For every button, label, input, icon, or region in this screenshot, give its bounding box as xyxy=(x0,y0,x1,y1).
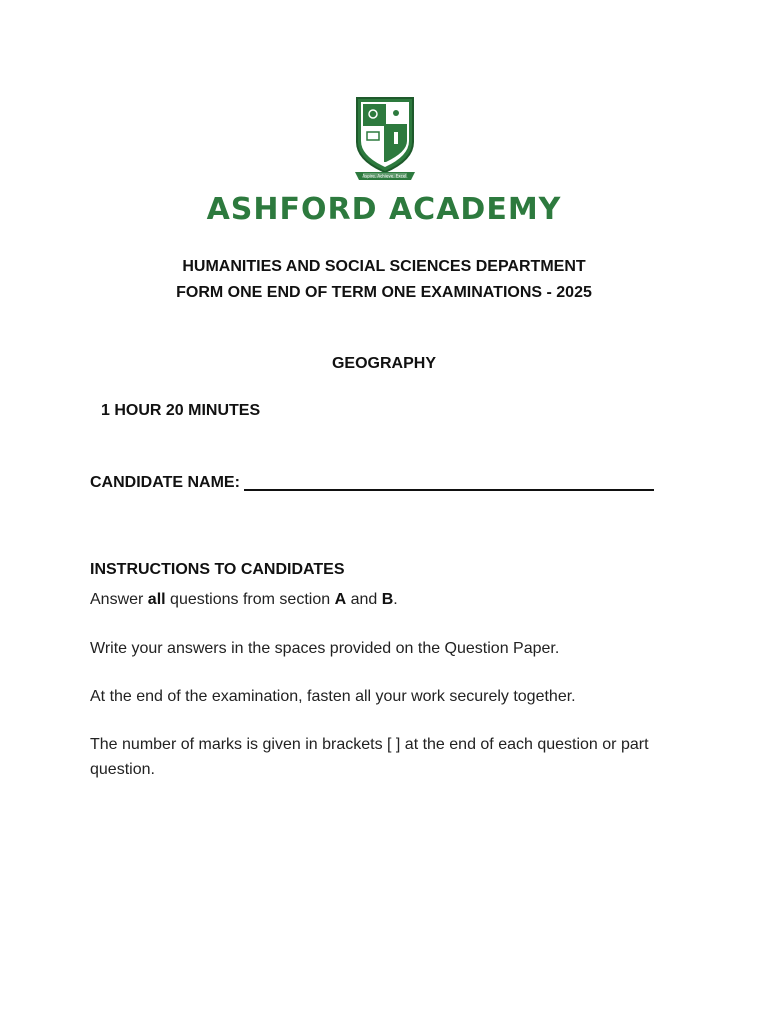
exam-title: FORM ONE END OF TERM ONE EXAMINATIONS - 2025 xyxy=(176,284,592,301)
instructions-heading: INSTRUCTIONS TO CANDIDATES xyxy=(90,561,345,578)
instruction-text: . xyxy=(393,591,398,608)
subject-title: GEOGRAPHY xyxy=(331,355,436,372)
instruction-emphasis: B xyxy=(381,591,394,608)
school-crest-logo xyxy=(353,94,417,182)
instruction-emphasis: A xyxy=(334,591,347,608)
instruction-item: The number of marks is given in brackets [ ] at the end of each question or part question. xyxy=(90,736,649,778)
candidate-name-row xyxy=(90,473,654,493)
instruction-item: At the end of the examination, fasten all your work securely together. xyxy=(90,688,576,705)
instruction-text: and xyxy=(346,591,382,608)
candidate-name-label: CANDIDATE NAME: xyxy=(90,474,240,491)
school-name: ASHFORD ACADEMY xyxy=(206,192,562,227)
exam-duration: 1 HOUR 20 MINUTES xyxy=(101,402,261,419)
logo-motto: Aspire. Achieve. Excel. xyxy=(362,173,408,179)
instruction-item xyxy=(90,587,690,612)
instruction-text: Answer xyxy=(90,591,148,608)
instruction-text: questions from section xyxy=(165,591,335,608)
candidate-name-blank xyxy=(244,473,654,491)
instruction-item: Write your answers in the spaces provided on the Question Paper. xyxy=(90,640,560,657)
instruction-emphasis: all xyxy=(147,591,166,608)
department-title: HUMANITIES AND SOCIAL SCIENCES DEPARTMENT xyxy=(182,258,586,275)
